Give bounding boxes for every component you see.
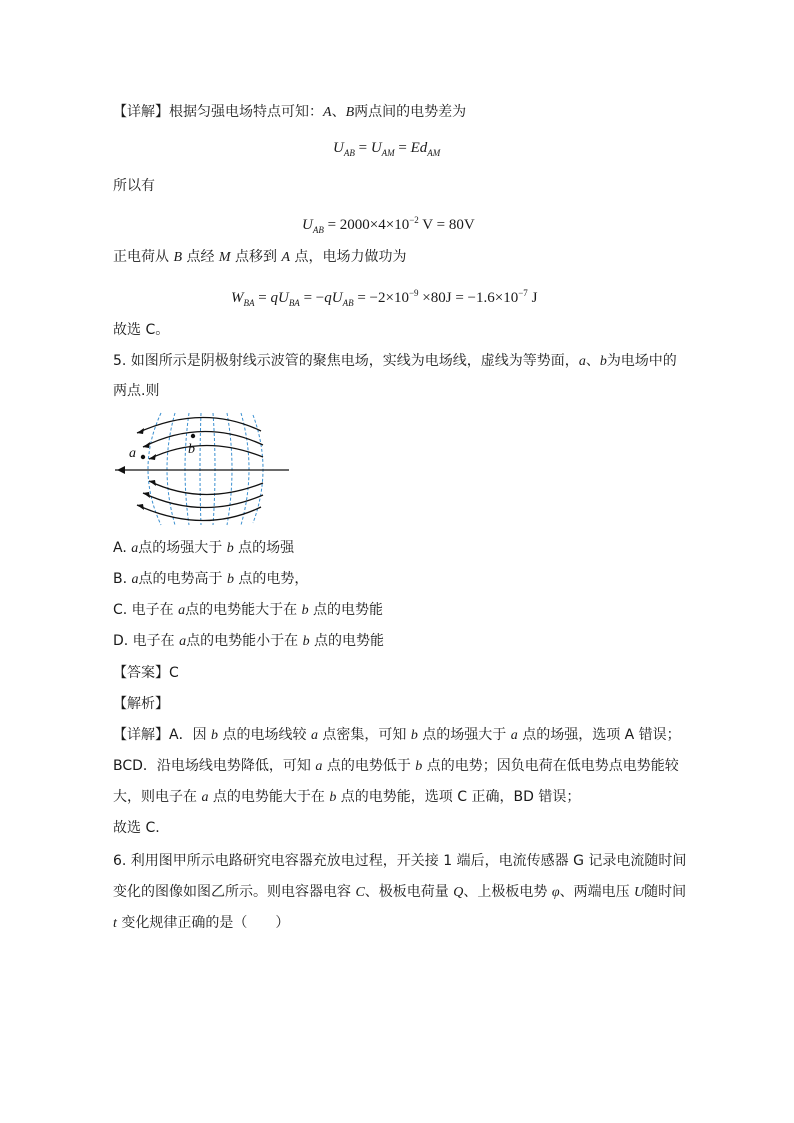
q5-detail-line1: 【详解】A．因 b 点的电场线较 a 点密集，可知 b 点的场强大于 a 点的场强，选项 A 错误； [113,727,681,743]
equation-uab-value: $U_{AB} = 2000\times 4\times 10^{-2}$ V = 80V [302,215,475,235]
q5-answer: 【答案】C [113,665,179,681]
detail-tag: 【详解】 [113,104,169,120]
q5-stem-line1: 5. 如图所示是阴极射线示波管的聚焦电场，实线为电场线，虚线为等势面，a、b为电场中的 [113,353,677,369]
q5-option-a: A. a点的场强大于 b 点的场强 [113,540,295,556]
equation-work: $W_{BA} = qU_{BA} = -qU_{AB} = -2\times 10^{-9} \times 80J = -1.6\times 10^{-7}$ J [231,288,538,308]
q5-conclusion: 故选 C. [113,820,160,836]
conclusion-1: 故选 C。 [113,322,170,338]
q5-analysis-tag: 【解析】 [113,696,169,712]
field-arrowheads [117,428,156,510]
point-a-dot [141,455,145,459]
q6-stem-line2: 变化的图像如图乙所示。则电容器电容 C、极板电荷量 Q、上极板电势 φ、两端电压 U随时间 [113,884,687,900]
q5-detail-line2: BCD．沿电场线电势降低，可知 a 点的电势低于 b 点的电势；因负电荷在低电势点电势能较 [113,758,679,774]
q6-stem-line3: t 变化规律正确的是（ ） [113,915,290,931]
q5-option-b: B. a点的电势高于 b 点的电势， [113,571,309,587]
focusing-field-figure [113,409,293,529]
so-have-text: 所以有 [113,178,155,194]
detail-line: 【详解】根据匀强电场特点可知：A、B两点间的电势差为 [113,104,467,120]
equation-uab-uam: $U_{AB} = U_{AM} = Ed_{AM}$ [333,140,441,158]
equipotential-lines [148,413,263,525]
q5-detail-line3: 大，则电子在 a 点的电势能大于在 b 点的电势能，选项 C 正确，BD 错误； [113,789,581,805]
q6-stem-line1: 6. 利用图甲所示电路研究电容器充放电过程，开关接 1 端后，电流传感器 G 记录电流随时间 [113,853,687,869]
point-b-dot [191,434,195,438]
label-b: b [188,442,195,457]
q5-stem-line2: 两点.则 [113,383,160,399]
work-intro-line: 正电荷从 B 点经 M 点移到 A 点，电场力做功为 [113,249,407,265]
q5-option-c: C. 电子在 a点的电势能大于在 b 点的电势能 [113,602,384,618]
label-a: a [129,446,136,461]
q5-option-d: D. 电子在 a点的电势能小于在 b 点的电势能 [113,633,385,649]
